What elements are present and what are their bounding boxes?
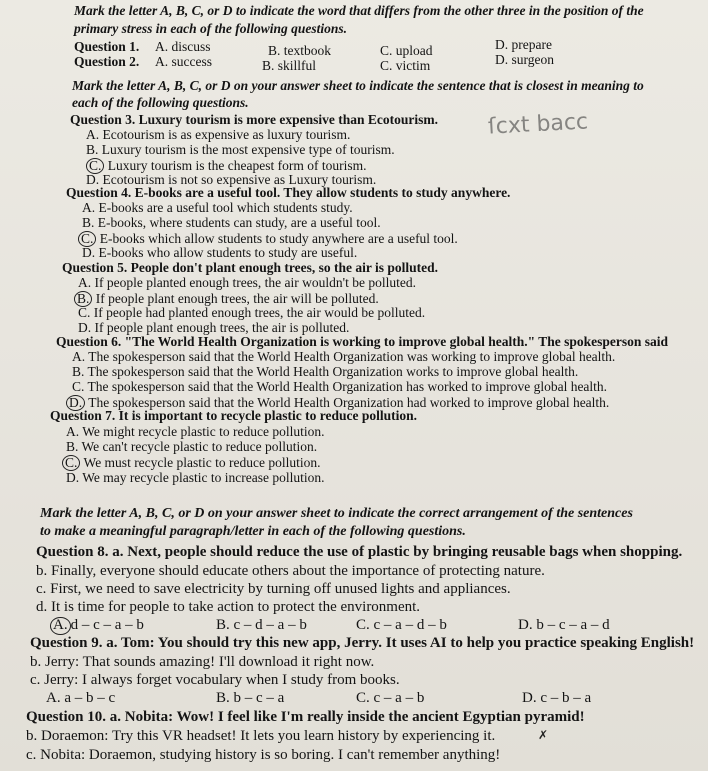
question-4-stem: Question 4. E-books are a useful tool. They allow students to study anywhere.: [66, 185, 511, 200]
question-1-option-d: D. prepare: [495, 37, 552, 52]
question-5-option-c: C. If people had planted enough trees, the air would be polluted.: [78, 305, 426, 320]
question-1-option-a: A. discuss: [155, 39, 211, 54]
section-2-instruction-line-2: each of the following questions.: [72, 95, 249, 110]
question-5-stem: Question 5. People don't plant enough trees, so the air is polluted.: [62, 260, 439, 275]
question-7-option-c: [62, 455, 321, 471]
handwritten-note-scribble: ſcxt bacc: [487, 109, 589, 140]
section-3-instruction-line-1: Mark the letter A, B, C, or D on your answer sheet to indicate the correct arrangement of the sentences: [40, 506, 633, 521]
question-7-option-a: A. We might recycle plastic to reduce pollution.: [66, 424, 325, 439]
question-7-stem: Question 7. It is important to recycle plastic to reduce pollution.: [50, 408, 417, 423]
question-8-option-b: B. c – d – a – b: [216, 617, 307, 633]
question-9-stem-text: Question 9. a. Tom: You should try this new app, Jerry. It uses AI to help you practice speaking English!: [30, 635, 695, 651]
question-4-option-a: A. E-books are a useful tool which students study.: [82, 200, 353, 215]
question-9-stem: [30, 636, 694, 651]
question-3-option-b: B. Luxury tourism is the most expensive type of tourism.: [86, 142, 395, 157]
question-3-option-a: A. Ecotourism is as expensive as luxury tourism.: [86, 127, 351, 142]
section-1-instruction-line-2: primary stress in each of the following questions.: [74, 21, 348, 36]
question-8-option-c: C. c – a – d – b: [356, 617, 447, 633]
question-3-option-c-text: Luxury tourism is the cheapest form of tourism.: [107, 158, 367, 173]
answer-circle-mark: A.: [50, 617, 71, 635]
question-2-option-b: B. skillful: [262, 58, 317, 73]
question-9-sentence-b: b. Jerry: That sounds amazing! I'll download it right now.: [30, 654, 375, 670]
question-6-option-c: C. The spokesperson said that the World Health Organization has worked to improve global health.: [72, 379, 608, 394]
question-6-option-d-text: The spokesperson said that the World Health Organization had worked to improve global health.: [88, 395, 610, 410]
question-3-stem: Question 3. Luxury tourism is more expensive than Ecotourism.: [70, 112, 439, 127]
question-6-option-a: A. The spokesperson said that the World Health Organization was working to improve global health.: [72, 349, 616, 364]
question-8-stem-text: Question 8. a. Next, people should reduce the use of plastic by bringing reusable bags when shopping.: [36, 544, 683, 560]
question-3-option-d: D. Ecotourism is not so expensive as Luxury tourism.: [86, 172, 377, 187]
question-5-option-b-text: If people plant enough trees, the air will be polluted.: [95, 291, 379, 306]
answer-circle-mark: D.: [66, 395, 85, 411]
question-1-label: Question 1.: [74, 39, 140, 54]
question-5-option-d: D. If people plant enough trees, the air is polluted.: [78, 320, 350, 335]
question-10-sentence-c: c. Nobita: Doraemon, studying history is so boring. I can't remember anything!: [26, 747, 501, 763]
question-9-option-c: C. c – a – b: [356, 690, 425, 706]
answer-circle-mark: C.: [78, 231, 96, 247]
section-3-instruction-line-2: to make a meaningful paragraph/letter in each of the following questions.: [40, 524, 466, 539]
question-6-stem: Question 6. "The World Health Organization is working to improve global health." The spokesperson said: [56, 334, 669, 349]
question-8-option-a-text: d – c – a – b: [70, 617, 144, 633]
answer-circle-mark: B.: [74, 291, 92, 307]
question-9-option-a: A. a – b – c: [46, 690, 116, 706]
question-6-option-b: B. The spokesperson said that the World Health Organization works to improve global health.: [72, 364, 579, 379]
section-1-instruction-line-1: Mark the letter A, B, C, or D to indicate the word that differs from the other three in the position of the: [74, 3, 644, 18]
question-7-option-b: B. We can't recycle plastic to reduce pollution.: [66, 439, 318, 454]
question-9-option-d: D. c – b – a: [522, 690, 592, 706]
question-2-label: Question 2.: [74, 54, 140, 69]
question-8-stem: [36, 545, 682, 560]
question-10-stem-text: Question 10. a. Nobita: Wow! I feel like I'm really inside the ancient Egyptian pyramid!: [26, 709, 585, 725]
pen-mark-icon: ✗: [538, 728, 549, 742]
question-10-stem: [26, 710, 585, 725]
question-8-option-d: D. b – c – a – d: [518, 617, 610, 633]
question-4-option-b: B. E-books, where students can study, are a useful tool.: [82, 215, 381, 230]
question-7-option-d: D. We may recycle plastic to increase pollution.: [66, 470, 325, 485]
answer-circle-mark: C.: [86, 158, 104, 174]
question-8-sentence-b: b. Finally, everyone should educate others about the importance of protecting nature.: [36, 563, 545, 579]
question-2-option-d: D. surgeon: [495, 52, 554, 67]
question-10-sentence-b: b. Doraemon: Try this VR headset! It lets you learn history by experiencing it.: [26, 728, 496, 744]
question-4-option-c-text: E-books which allow students to study anywhere are a useful tool.: [99, 231, 458, 246]
answer-circle-mark: C.: [62, 455, 80, 471]
question-2-option-c: C. victim: [380, 58, 431, 73]
question-8-sentence-c: c. First, we need to save electricity by turning off unused lights and appliances.: [36, 581, 511, 597]
question-8-sentence-d: d. It is time for people to take action to protect the environment.: [36, 599, 421, 615]
question-7-option-c-text: We must recycle plastic to reduce pollution.: [83, 455, 321, 470]
question-9-option-b: B. b – c – a: [216, 690, 285, 706]
question-4-option-d: D. E-books who allow students to study are useful.: [82, 245, 358, 260]
question-9-sentence-c: c. Jerry: I always forget vocabulary when I study from books.: [30, 672, 400, 688]
question-1-option-b: B. textbook: [268, 43, 331, 58]
question-5-option-a: A. If people planted enough trees, the air wouldn't be polluted.: [78, 275, 416, 290]
question-1-option-c: C. upload: [380, 43, 433, 58]
section-2-instruction-line-1: Mark the letter A, B, C, or D on your answer sheet to indicate the sentence that is closest in meaning to: [72, 78, 644, 93]
question-2-option-a: A. success: [155, 54, 212, 69]
question-8-option-a: [50, 617, 144, 635]
